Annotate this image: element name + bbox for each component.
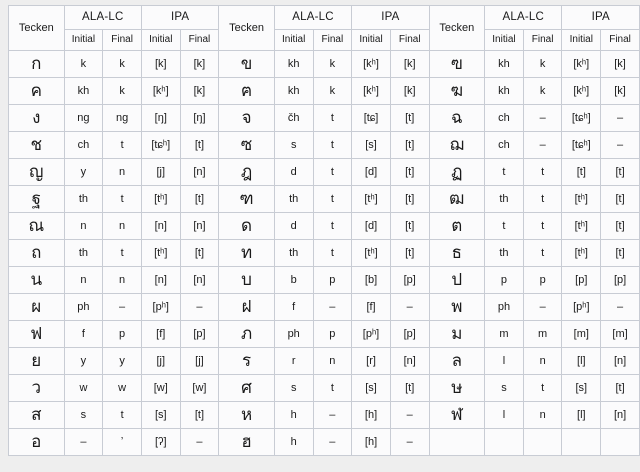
cell-ipa-initial-group-1: [tɕʰ]	[141, 132, 180, 159]
table-row	[9, 429, 640, 456]
cell-alalc-initial-group-2: h	[274, 429, 313, 456]
cell-ipa-final-group-2: [t]	[390, 375, 429, 402]
cell-tecken-group-3: ฏ	[429, 159, 485, 186]
cell-ipa-initial-group-2: [h]	[352, 429, 391, 456]
header-ipa-group-2: IPA	[352, 6, 429, 30]
cell-ipa-final-group-1: [t]	[180, 240, 219, 267]
cell-ipa-initial-group-2: [d]	[352, 213, 391, 240]
cell-ipa-initial-group-2: [kʰ]	[352, 78, 391, 105]
cell-alalc-initial-group-2: f	[274, 294, 313, 321]
thai-transliteration-table	[8, 5, 640, 456]
cell-alalc-final-group-2: p	[313, 321, 352, 348]
cell-tecken-group-1: ย	[9, 348, 65, 375]
cell-alalc-initial-group-3: s	[485, 375, 524, 402]
cell-alalc-final-group-3: t	[523, 159, 562, 186]
table-row	[9, 105, 640, 132]
cell-tecken-group-2: ฝ	[219, 294, 275, 321]
header-ipa-final-group-1: Final	[180, 30, 219, 51]
cell-ipa-initial-group-3: [l]	[562, 402, 601, 429]
header-ipa-final-group-3: Final	[601, 30, 640, 51]
table-row	[9, 375, 640, 402]
cell-alalc-final-group-3: m	[523, 321, 562, 348]
cell-alalc-initial-group-3: th	[485, 240, 524, 267]
cell-ipa-initial-group-3: [tʰ]	[562, 240, 601, 267]
cell-ipa-initial-group-3: [tʰ]	[562, 213, 601, 240]
cell-ipa-initial-group-2: [r]	[352, 348, 391, 375]
cell-tecken-group-1: น	[9, 267, 65, 294]
cell-ipa-final-group-3: [n]	[601, 348, 640, 375]
cell-alalc-final-group-1: k	[103, 51, 142, 78]
cell-alalc-final-group-2: t	[313, 213, 352, 240]
cell-alalc-final-group-2: k	[313, 78, 352, 105]
cell-tecken-group-3: ฃ	[429, 51, 485, 78]
cell-alalc-initial-group-2: kh	[274, 78, 313, 105]
cell-ipa-final-group-2: –	[390, 294, 429, 321]
cell-ipa-initial-group-1: [s]	[141, 402, 180, 429]
cell-ipa-final-group-2: –	[390, 429, 429, 456]
cell-ipa-final-group-1: [n]	[180, 267, 219, 294]
cell-tecken-group-2: บ	[219, 267, 275, 294]
cell-alalc-final-group-1: –	[103, 294, 142, 321]
table-row	[9, 267, 640, 294]
cell-ipa-initial-group-3: [kʰ]	[562, 51, 601, 78]
cell-ipa-final-group-2: [k]	[390, 51, 429, 78]
cell-ipa-final-group-1: [ŋ]	[180, 105, 219, 132]
cell-ipa-initial-group-2: [pʰ]	[352, 321, 391, 348]
cell-alalc-final-group-2: t	[313, 105, 352, 132]
cell-empty	[523, 429, 562, 456]
cell-alalc-initial-group-3: m	[485, 321, 524, 348]
cell-alalc-initial-group-1: th	[64, 186, 103, 213]
cell-alalc-final-group-3: t	[523, 186, 562, 213]
cell-alalc-final-group-3: –	[523, 132, 562, 159]
table-header	[9, 6, 640, 51]
cell-empty	[601, 429, 640, 456]
cell-ipa-final-group-1: [p]	[180, 321, 219, 348]
cell-tecken-group-2: ร	[219, 348, 275, 375]
cell-alalc-final-group-3: t	[523, 240, 562, 267]
cell-alalc-final-group-3: k	[523, 78, 562, 105]
cell-alalc-initial-group-1: y	[64, 348, 103, 375]
cell-tecken-group-3: ฉ	[429, 105, 485, 132]
cell-ipa-final-group-1: [n]	[180, 159, 219, 186]
cell-alalc-initial-group-2: b	[274, 267, 313, 294]
cell-tecken-group-2: ท	[219, 240, 275, 267]
cell-alalc-initial-group-1: s	[64, 402, 103, 429]
cell-ipa-initial-group-1: [pʰ]	[141, 294, 180, 321]
cell-ipa-initial-group-3: [kʰ]	[562, 78, 601, 105]
cell-alalc-initial-group-2: s	[274, 375, 313, 402]
cell-ipa-initial-group-2: [s]	[352, 375, 391, 402]
cell-ipa-initial-group-1: [kʰ]	[141, 78, 180, 105]
cell-tecken-group-2: ฎ	[219, 159, 275, 186]
cell-alalc-initial-group-3: kh	[485, 78, 524, 105]
cell-ipa-final-group-3: [t]	[601, 186, 640, 213]
cell-ipa-final-group-2: [t]	[390, 132, 429, 159]
cell-alalc-initial-group-3: th	[485, 186, 524, 213]
table-body	[9, 51, 640, 456]
header-row-top	[9, 6, 640, 30]
cell-alalc-initial-group-2: d	[274, 159, 313, 186]
cell-ipa-initial-group-3: [s]	[562, 375, 601, 402]
cell-tecken-group-1: ว	[9, 375, 65, 402]
cell-ipa-final-group-3: –	[601, 294, 640, 321]
cell-alalc-final-group-3: k	[523, 51, 562, 78]
cell-alalc-initial-group-1: k	[64, 51, 103, 78]
cell-ipa-initial-group-2: [s]	[352, 132, 391, 159]
cell-tecken-group-3: ล	[429, 348, 485, 375]
cell-tecken-group-3: ษ	[429, 375, 485, 402]
cell-ipa-final-group-1: –	[180, 429, 219, 456]
cell-ipa-final-group-3: [m]	[601, 321, 640, 348]
header-alalc-group-2: ALA-LC	[274, 6, 351, 30]
cell-alalc-final-group-1: t	[103, 132, 142, 159]
cell-ipa-initial-group-3: [p]	[562, 267, 601, 294]
cell-alalc-final-group-2: t	[313, 375, 352, 402]
cell-ipa-final-group-3: –	[601, 132, 640, 159]
cell-tecken-group-2: ห	[219, 402, 275, 429]
table-row	[9, 51, 640, 78]
cell-alalc-initial-group-3: t	[485, 213, 524, 240]
cell-alalc-final-group-2: t	[313, 186, 352, 213]
cell-alalc-final-group-1: t	[103, 240, 142, 267]
cell-ipa-final-group-3: [n]	[601, 402, 640, 429]
cell-ipa-initial-group-3: [tɕʰ]	[562, 105, 601, 132]
cell-alalc-initial-group-2: th	[274, 186, 313, 213]
cell-tecken-group-2: ซ	[219, 132, 275, 159]
header-alalc-initial-group-1: Initial	[64, 30, 103, 51]
table-row	[9, 240, 640, 267]
cell-ipa-final-group-2: [t]	[390, 186, 429, 213]
cell-empty	[562, 429, 601, 456]
cell-ipa-final-group-1: [k]	[180, 78, 219, 105]
cell-ipa-initial-group-2: [d]	[352, 159, 391, 186]
cell-ipa-final-group-1: [t]	[180, 186, 219, 213]
cell-alalc-initial-group-3: kh	[485, 51, 524, 78]
cell-tecken-group-3: ป	[429, 267, 485, 294]
cell-alalc-final-group-2: p	[313, 267, 352, 294]
cell-tecken-group-3: ฬ	[429, 402, 485, 429]
cell-alalc-final-group-3: p	[523, 267, 562, 294]
header-row-sub	[9, 30, 640, 51]
header-alalc-group-3: ALA-LC	[485, 6, 562, 30]
cell-alalc-initial-group-1: y	[64, 159, 103, 186]
cell-ipa-final-group-3: [t]	[601, 240, 640, 267]
cell-ipa-initial-group-1: [n]	[141, 213, 180, 240]
cell-ipa-initial-group-1: [ŋ]	[141, 105, 180, 132]
cell-tecken-group-1: ง	[9, 105, 65, 132]
cell-tecken-group-3: ธ	[429, 240, 485, 267]
cell-ipa-final-group-3: [t]	[601, 213, 640, 240]
cell-ipa-initial-group-3: [tɕʰ]	[562, 132, 601, 159]
cell-alalc-initial-group-2: kh	[274, 51, 313, 78]
cell-tecken-group-3: ฌ	[429, 132, 485, 159]
cell-ipa-initial-group-1: [n]	[141, 267, 180, 294]
cell-alalc-initial-group-3: ph	[485, 294, 524, 321]
cell-ipa-final-group-1: [j]	[180, 348, 219, 375]
cell-ipa-final-group-1: [t]	[180, 132, 219, 159]
cell-tecken-group-1: ช	[9, 132, 65, 159]
table-row	[9, 159, 640, 186]
cell-ipa-initial-group-2: [tʰ]	[352, 186, 391, 213]
cell-ipa-final-group-3: [t]	[601, 159, 640, 186]
header-ipa-initial-group-3: Initial	[562, 30, 601, 51]
cell-alalc-initial-group-3: ch	[485, 132, 524, 159]
cell-empty	[429, 429, 485, 456]
header-ipa-initial-group-1: Initial	[141, 30, 180, 51]
cell-alalc-initial-group-1: –	[64, 429, 103, 456]
cell-tecken-group-1: ณ	[9, 213, 65, 240]
cell-ipa-final-group-2: –	[390, 402, 429, 429]
cell-tecken-group-1: ผ	[9, 294, 65, 321]
cell-tecken-group-1: ค	[9, 78, 65, 105]
cell-ipa-final-group-3: –	[601, 105, 640, 132]
cell-alalc-final-group-3: –	[523, 105, 562, 132]
cell-tecken-group-1: ฐ	[9, 186, 65, 213]
cell-alalc-final-group-1: ʼ	[103, 429, 142, 456]
header-ipa-initial-group-2: Initial	[352, 30, 391, 51]
cell-alalc-initial-group-2: ph	[274, 321, 313, 348]
cell-alalc-initial-group-2: r	[274, 348, 313, 375]
cell-alalc-final-group-2: –	[313, 429, 352, 456]
cell-alalc-initial-group-2: d	[274, 213, 313, 240]
cell-ipa-initial-group-2: [tʰ]	[352, 240, 391, 267]
cell-tecken-group-3: ต	[429, 213, 485, 240]
cell-alalc-final-group-2: t	[313, 132, 352, 159]
cell-alalc-final-group-1: p	[103, 321, 142, 348]
cell-tecken-group-2: ศ	[219, 375, 275, 402]
cell-ipa-final-group-3: [p]	[601, 267, 640, 294]
cell-alalc-final-group-1: y	[103, 348, 142, 375]
cell-alalc-initial-group-3: p	[485, 267, 524, 294]
table-row	[9, 294, 640, 321]
cell-alalc-initial-group-1: f	[64, 321, 103, 348]
header-alalc-initial-group-2: Initial	[274, 30, 313, 51]
cell-ipa-final-group-1: [n]	[180, 213, 219, 240]
cell-ipa-initial-group-3: [t]	[562, 159, 601, 186]
header-alalc-initial-group-3: Initial	[485, 30, 524, 51]
table-row	[9, 213, 640, 240]
page-root	[0, 5, 640, 472]
cell-alalc-final-group-3: –	[523, 294, 562, 321]
cell-ipa-final-group-3: [k]	[601, 51, 640, 78]
cell-ipa-initial-group-1: [tʰ]	[141, 186, 180, 213]
cell-tecken-group-1: ส	[9, 402, 65, 429]
header-ipa-group-3: IPA	[562, 6, 640, 30]
cell-tecken-group-3: ฒ	[429, 186, 485, 213]
cell-tecken-group-2: ด	[219, 213, 275, 240]
cell-alalc-initial-group-1: ng	[64, 105, 103, 132]
cell-ipa-initial-group-3: [tʰ]	[562, 186, 601, 213]
cell-ipa-final-group-2: [t]	[390, 213, 429, 240]
cell-tecken-group-1: อ	[9, 429, 65, 456]
cell-ipa-final-group-3: [k]	[601, 78, 640, 105]
cell-ipa-final-group-2: [n]	[390, 348, 429, 375]
cell-ipa-final-group-1: [k]	[180, 51, 219, 78]
cell-alalc-initial-group-1: n	[64, 267, 103, 294]
table-row	[9, 78, 640, 105]
cell-ipa-initial-group-1: [ʔ]	[141, 429, 180, 456]
table-row	[9, 186, 640, 213]
cell-ipa-final-group-2: [p]	[390, 321, 429, 348]
cell-ipa-final-group-1: –	[180, 294, 219, 321]
cell-alalc-final-group-3: t	[523, 213, 562, 240]
cell-alalc-final-group-2: –	[313, 402, 352, 429]
cell-ipa-initial-group-1: [j]	[141, 348, 180, 375]
cell-ipa-initial-group-1: [k]	[141, 51, 180, 78]
header-tecken-group-1: Tecken	[9, 6, 65, 51]
cell-alalc-final-group-1: t	[103, 402, 142, 429]
cell-tecken-group-3: ม	[429, 321, 485, 348]
cell-ipa-initial-group-2: [b]	[352, 267, 391, 294]
cell-alalc-initial-group-1: ch	[64, 132, 103, 159]
cell-alalc-initial-group-2: th	[274, 240, 313, 267]
table-row	[9, 321, 640, 348]
cell-ipa-final-group-2: [t]	[390, 159, 429, 186]
cell-tecken-group-2: ฅ	[219, 78, 275, 105]
cell-alalc-initial-group-1: th	[64, 240, 103, 267]
cell-ipa-final-group-2: [t]	[390, 105, 429, 132]
cell-ipa-initial-group-2: [h]	[352, 402, 391, 429]
cell-alalc-final-group-2: –	[313, 294, 352, 321]
header-ipa-final-group-2: Final	[390, 30, 429, 51]
cell-ipa-final-group-2: [t]	[390, 240, 429, 267]
cell-tecken-group-2: ข	[219, 51, 275, 78]
cell-ipa-final-group-3: [t]	[601, 375, 640, 402]
cell-alalc-final-group-1: w	[103, 375, 142, 402]
cell-tecken-group-2: จ	[219, 105, 275, 132]
cell-empty	[485, 429, 524, 456]
table-row	[9, 402, 640, 429]
header-alalc-final-group-1: Final	[103, 30, 142, 51]
cell-ipa-initial-group-1: [tʰ]	[141, 240, 180, 267]
cell-ipa-initial-group-1: [j]	[141, 159, 180, 186]
header-alalc-final-group-2: Final	[313, 30, 352, 51]
cell-alalc-initial-group-3: t	[485, 159, 524, 186]
cell-alalc-initial-group-1: kh	[64, 78, 103, 105]
cell-tecken-group-1: ญ	[9, 159, 65, 186]
cell-tecken-group-3: ฆ	[429, 78, 485, 105]
cell-tecken-group-1: ก	[9, 51, 65, 78]
cell-ipa-final-group-1: [w]	[180, 375, 219, 402]
header-tecken-group-3: Tecken	[429, 6, 485, 51]
cell-alalc-final-group-1: n	[103, 213, 142, 240]
cell-tecken-group-3: พ	[429, 294, 485, 321]
cell-alalc-initial-group-2: čh	[274, 105, 313, 132]
cell-alalc-final-group-1: k	[103, 78, 142, 105]
cell-tecken-group-2: ฑ	[219, 186, 275, 213]
cell-alalc-final-group-1: ng	[103, 105, 142, 132]
header-alalc-final-group-3: Final	[523, 30, 562, 51]
cell-tecken-group-2: ภ	[219, 321, 275, 348]
cell-ipa-initial-group-3: [m]	[562, 321, 601, 348]
cell-ipa-final-group-2: [k]	[390, 78, 429, 105]
cell-ipa-final-group-1: [t]	[180, 402, 219, 429]
cell-ipa-initial-group-2: [kʰ]	[352, 51, 391, 78]
cell-ipa-initial-group-3: [l]	[562, 348, 601, 375]
table-row	[9, 348, 640, 375]
table-row	[9, 132, 640, 159]
cell-alalc-final-group-2: k	[313, 51, 352, 78]
cell-alalc-final-group-1: t	[103, 186, 142, 213]
cell-tecken-group-1: ถ	[9, 240, 65, 267]
cell-alalc-initial-group-1: n	[64, 213, 103, 240]
cell-alalc-initial-group-3: l	[485, 402, 524, 429]
cell-alalc-final-group-1: n	[103, 267, 142, 294]
cell-alalc-initial-group-2: s	[274, 132, 313, 159]
cell-alalc-initial-group-1: w	[64, 375, 103, 402]
header-tecken-group-2: Tecken	[219, 6, 275, 51]
cell-alalc-initial-group-3: l	[485, 348, 524, 375]
cell-alalc-final-group-2: t	[313, 240, 352, 267]
cell-alalc-final-group-3: t	[523, 375, 562, 402]
cell-alalc-initial-group-1: ph	[64, 294, 103, 321]
cell-ipa-initial-group-2: [f]	[352, 294, 391, 321]
cell-alalc-final-group-3: n	[523, 348, 562, 375]
cell-alalc-final-group-3: n	[523, 402, 562, 429]
cell-tecken-group-2: ฮ	[219, 429, 275, 456]
header-ipa-group-1: IPA	[141, 6, 218, 30]
cell-ipa-initial-group-1: [f]	[141, 321, 180, 348]
cell-ipa-initial-group-1: [w]	[141, 375, 180, 402]
cell-alalc-final-group-2: n	[313, 348, 352, 375]
cell-alalc-final-group-1: n	[103, 159, 142, 186]
header-alalc-group-1: ALA-LC	[64, 6, 141, 30]
cell-alalc-final-group-2: t	[313, 159, 352, 186]
cell-ipa-initial-group-2: [tɕ]	[352, 105, 391, 132]
cell-ipa-final-group-2: [p]	[390, 267, 429, 294]
cell-tecken-group-1: ฟ	[9, 321, 65, 348]
cell-alalc-initial-group-2: h	[274, 402, 313, 429]
cell-ipa-initial-group-3: [pʰ]	[562, 294, 601, 321]
cell-alalc-initial-group-3: ch	[485, 105, 524, 132]
